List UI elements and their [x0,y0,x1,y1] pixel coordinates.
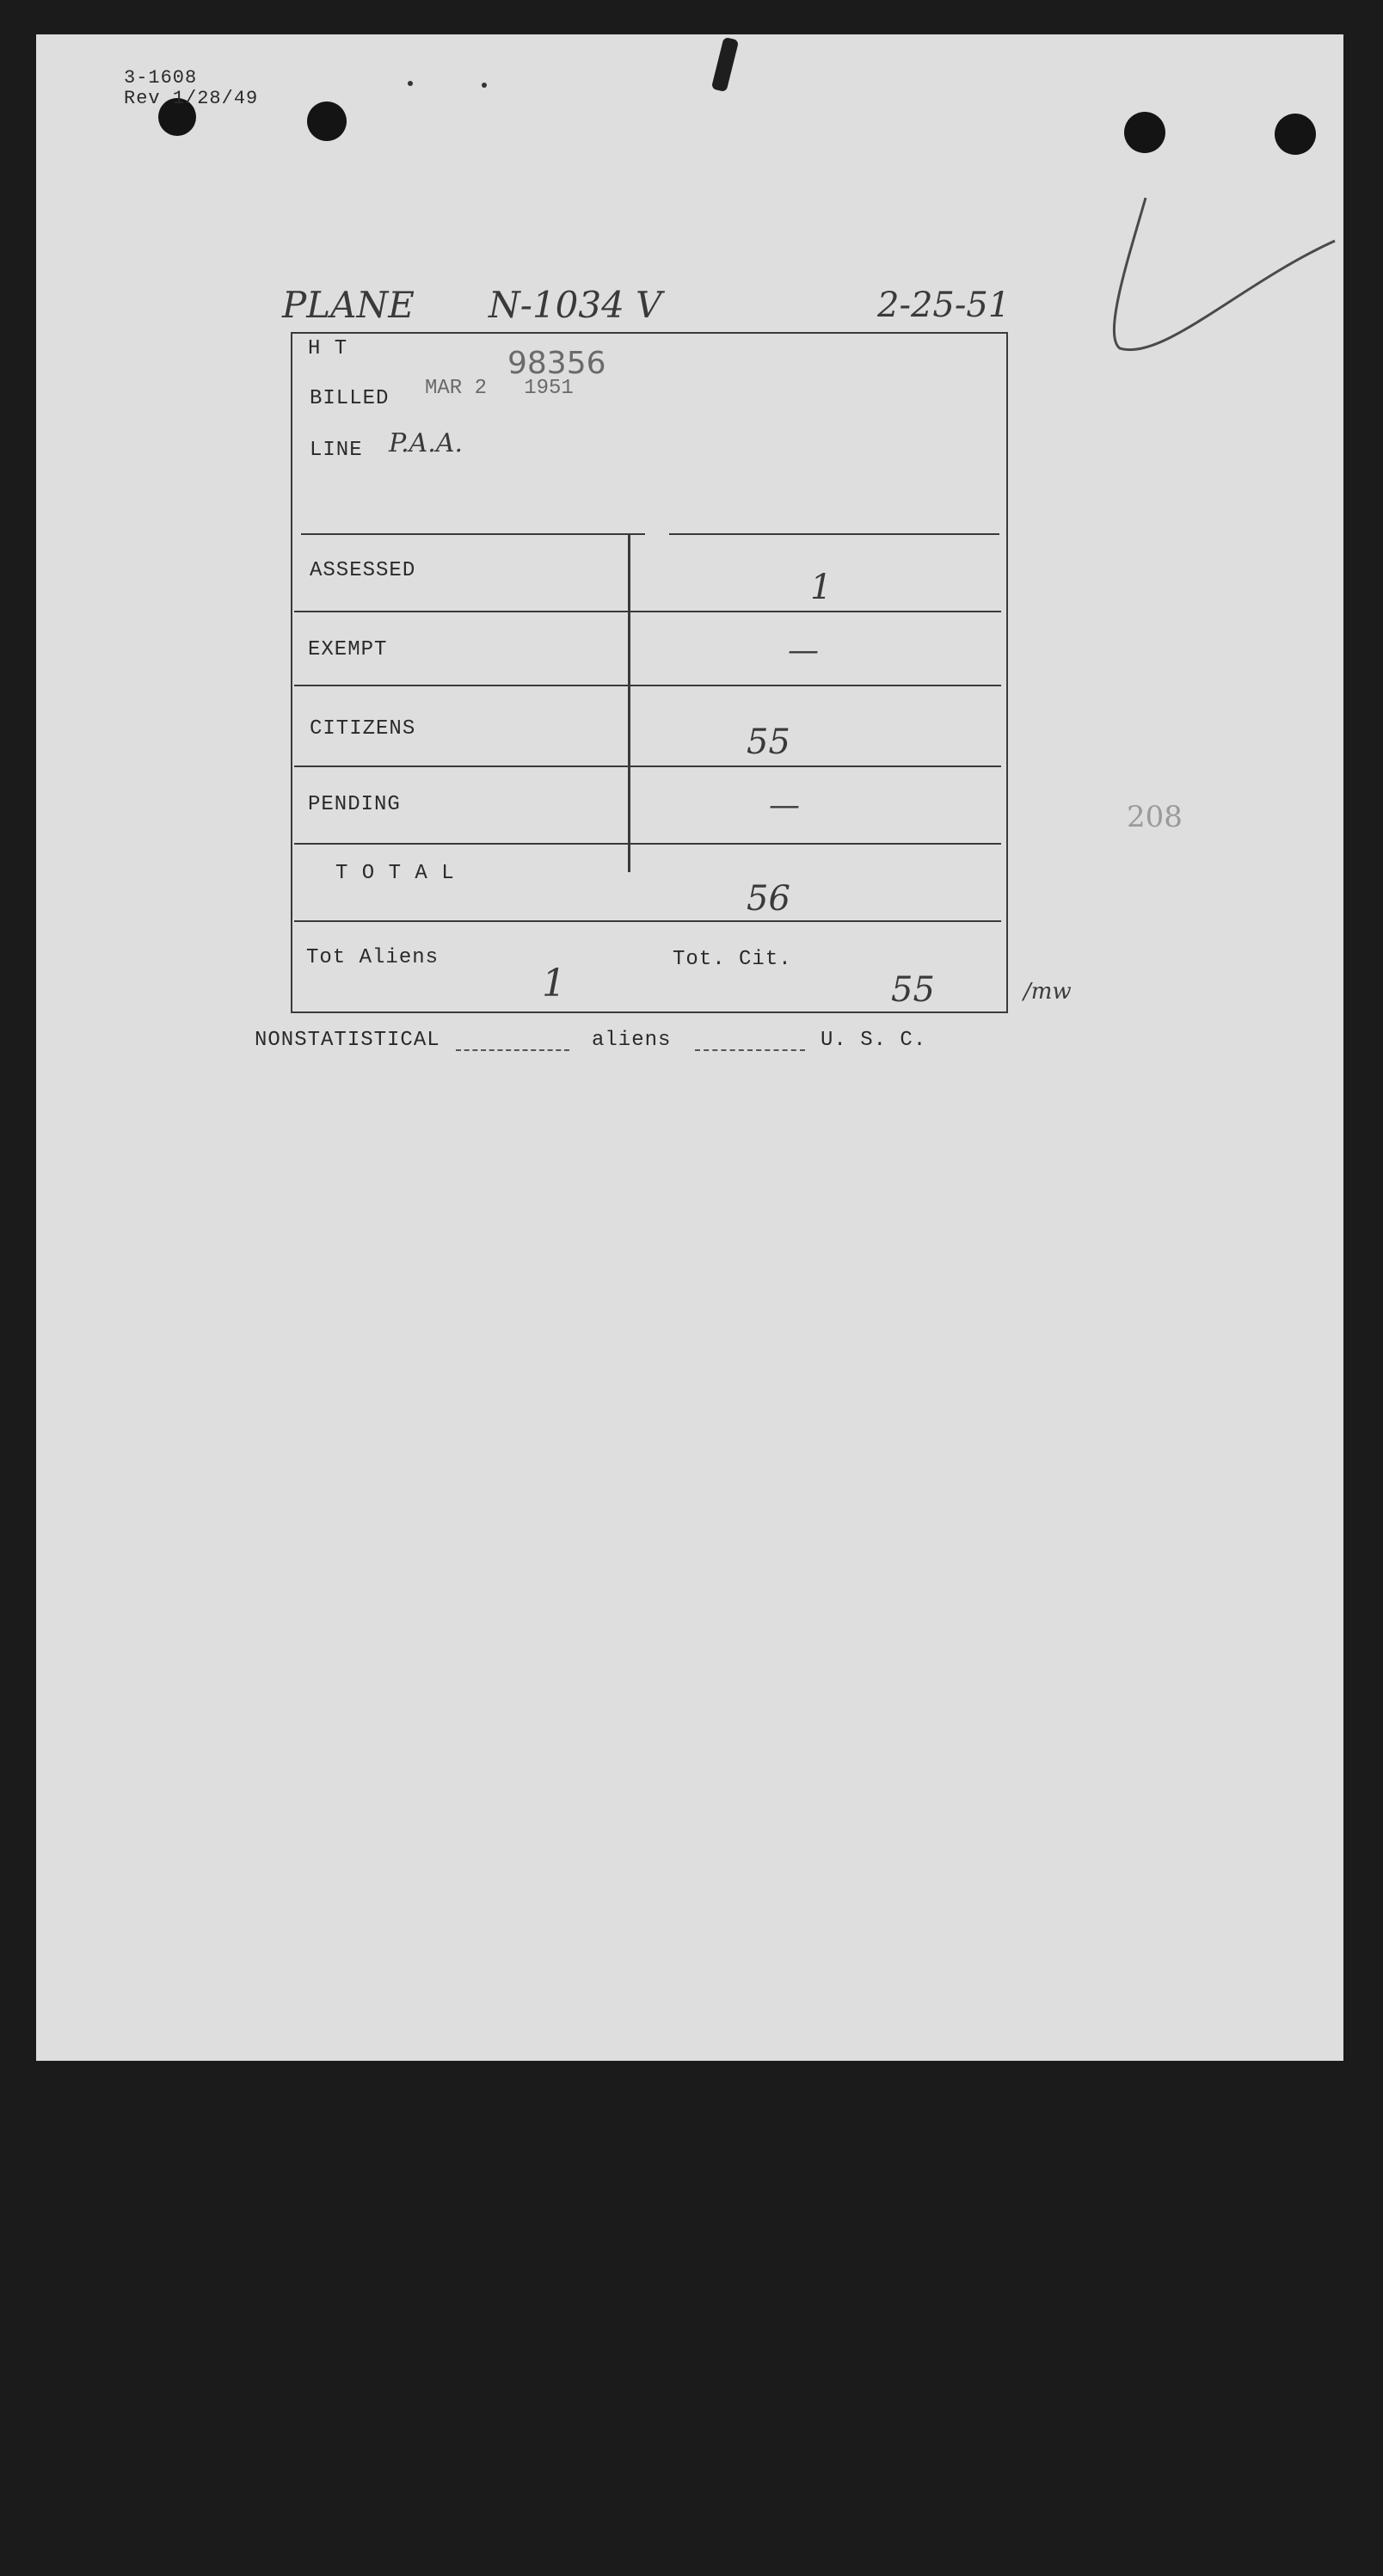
total-divider [294,920,1001,922]
tot-cit-label: Tot. Cit. [673,948,792,971]
nonstatistical-label: NONSTATISTICAL [255,1029,440,1052]
initials: /mw [1023,979,1072,1005]
line-value: P.A.A. [389,428,464,458]
nonstatistical-blank [456,1049,569,1051]
pending-label: PENDING [308,793,401,816]
tot-cit-value: 55 [891,970,935,1010]
speck [408,81,413,86]
assessed-label: ASSESSED [310,559,416,582]
header-divider-left [301,533,645,535]
handwritten-date: 2-25-51 [877,286,1011,325]
box-right [1006,332,1008,1013]
form-sheet [36,34,1343,2061]
citizens-value: 55 [747,722,790,762]
side-stamp: 208 [1127,800,1183,834]
exempt-value: — [788,633,819,668]
staple-mark [711,37,739,93]
form-number: 3-1608 [124,67,198,89]
pending-value: — [769,788,800,823]
citizens-label: CITIZENS [310,717,416,741]
box-left [291,332,292,1013]
line-label: LINE [310,439,363,462]
row-divider [294,685,1001,686]
aliens-blank [695,1049,805,1051]
tot-aliens-label: Tot Aliens [306,946,439,969]
exempt-label: EXEMPT [308,638,388,661]
row-divider [294,611,1001,612]
form-revision: Rev 1/28/49 [124,88,259,109]
speck [482,83,487,88]
billed-label: BILLED [310,387,390,410]
usc-label: U. S. C. [821,1029,927,1052]
tot-aliens-value: 1 [542,962,566,1005]
billed-date: MAR 2 1951 [425,377,574,400]
ht-number: 98356 [507,346,606,381]
row-divider [294,843,1001,845]
punch-hole [307,101,347,141]
box-bottom [291,1011,1008,1013]
total-value: 56 [747,879,790,919]
ht-label: H T [308,337,348,360]
plane-label: PLANE [282,284,415,326]
header-divider-right [669,533,999,535]
aliens-label: aliens [592,1029,672,1052]
column-divider [628,535,630,872]
box-top [291,332,1008,334]
plane-number: N-1034 V [489,284,662,326]
assessed-value: 1 [810,568,833,607]
punch-hole [1124,112,1165,153]
punch-hole [1275,114,1316,155]
check-mark-icon [1068,155,1343,413]
total-label: T O T A L [335,862,455,885]
row-divider [294,765,1001,767]
